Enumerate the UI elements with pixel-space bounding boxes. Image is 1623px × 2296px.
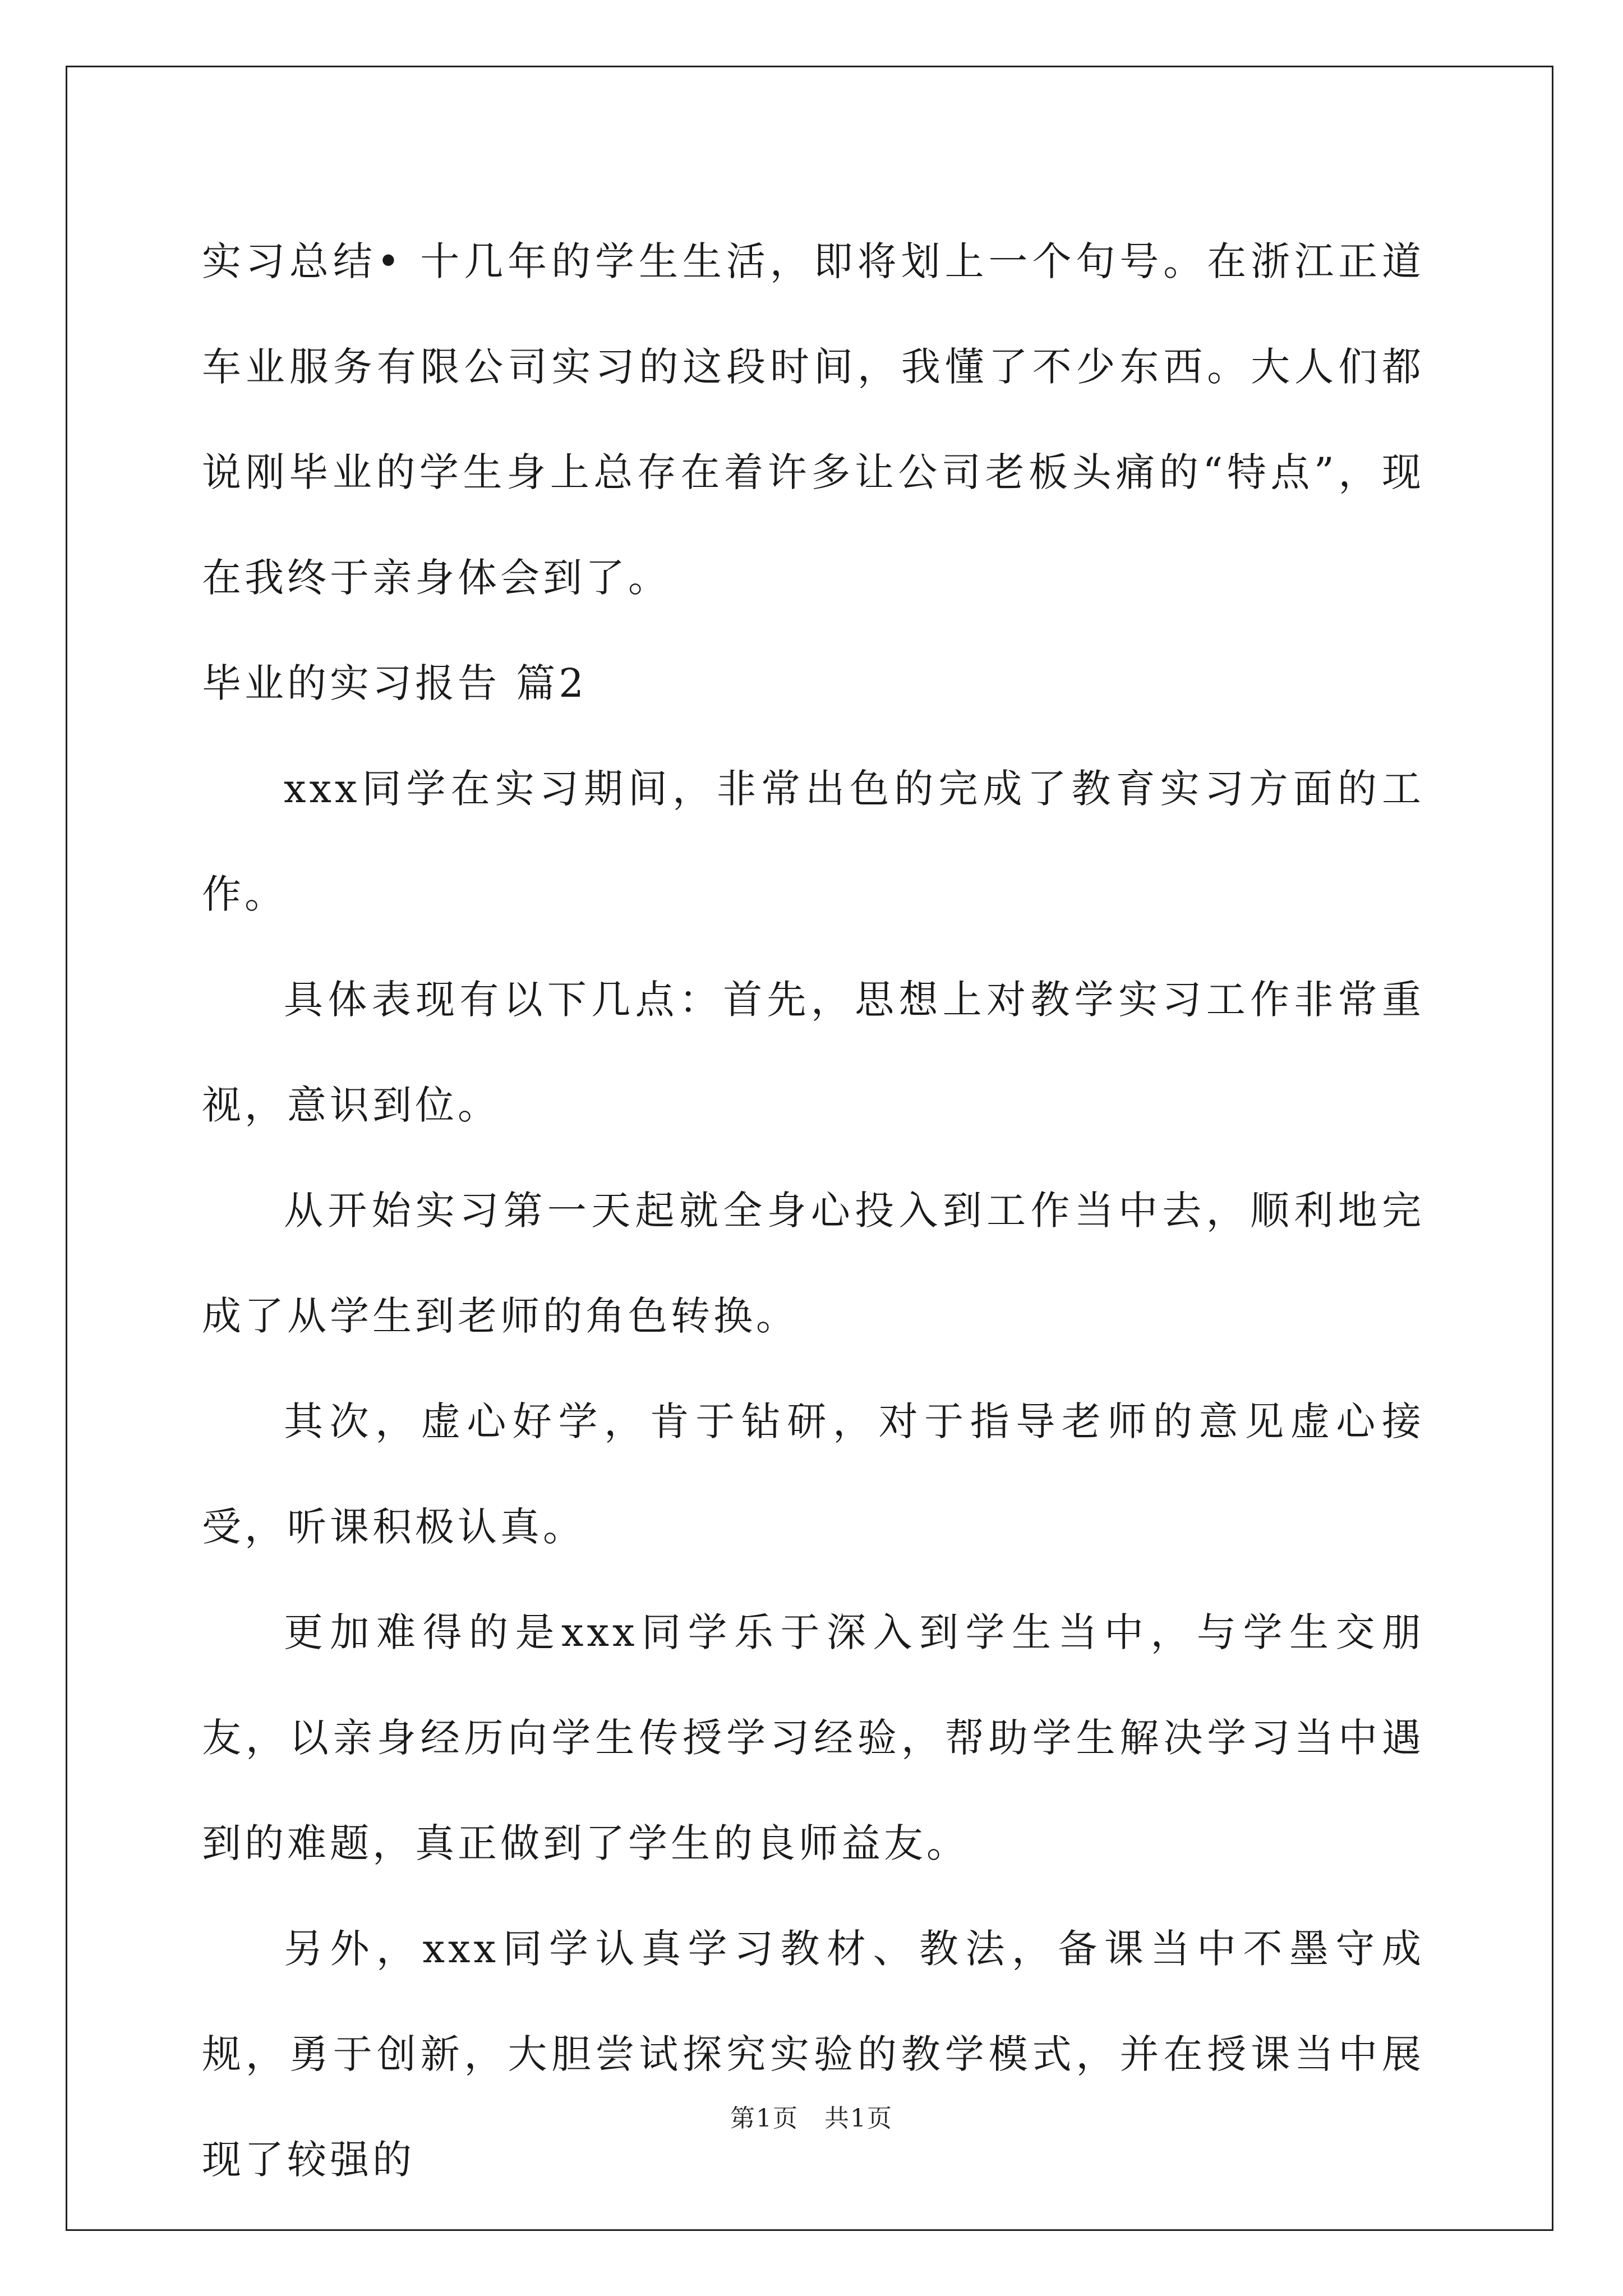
paragraph: xxx同学在实习期间，非常出色的完成了教育实习方面的工作。 xyxy=(202,766,1424,917)
section-heading: 毕业的实习报告 篇2 xyxy=(202,660,587,706)
paragraph: 从开始实习第一天起就全身心投入到工作当中去，顺利地完成了从学生到老师的角色转换。 xyxy=(202,1188,1424,1339)
paragraph: 其次，虚心好学，肯于钻研，对于指导老师的意见虚心接受，听课积极认真。 xyxy=(202,1398,1424,1550)
page-number-current: 第1页 xyxy=(730,2104,799,2133)
paragraph: 更加难得的是xxx同学乐于深入到学生当中，与学生交朋友，以亲身经历向学生传授学习经验，帮助学生解决学习当中遇到的难题，真正做到了学生的良师益友。 xyxy=(202,1609,1424,1866)
paragraph-intro: 实习总结• 十几年的学生生活，即将划上一个句号。在浙江正道车业服务有限公司实习的这段时间，我懂了不少东西。大人们都说刚毕业的学生身上总存在着许多让公司老板头痛的“特点”，现在我终于亲身体会到了。 xyxy=(202,238,1424,601)
paragraph: 另外，xxx同学认真学习教材、教法，备课当中不墨守成规，勇于创新，大胆尝试探究实验的教学模式，并在授课当中展现了较强的 xyxy=(202,1926,1424,2183)
paragraph: 具体表现有以下几点：首先，思想上对教学实习工作非常重视，意识到位。 xyxy=(202,977,1424,1128)
document-body xyxy=(202,209,1424,2212)
page-number-total: 共1页 xyxy=(824,2104,893,2133)
page-footer xyxy=(0,2098,1623,2134)
